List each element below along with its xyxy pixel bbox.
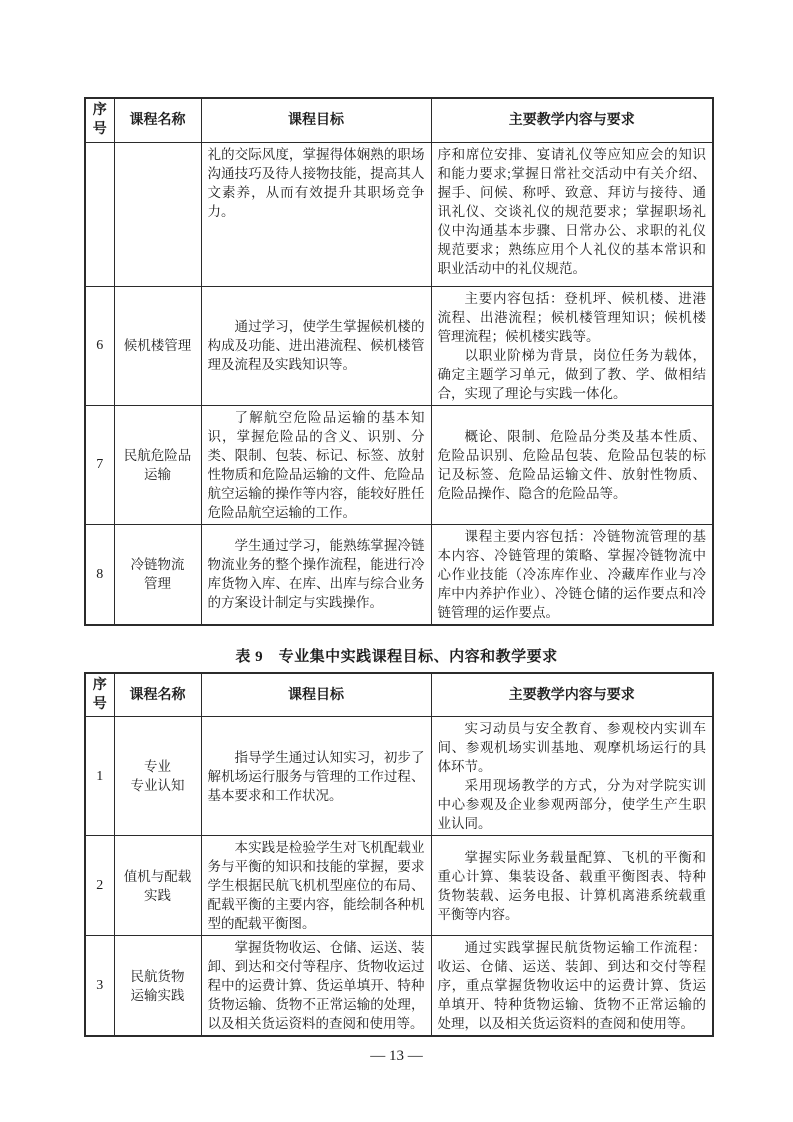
- row-number-cell: 6: [85, 286, 114, 405]
- row-number-cell: 3: [85, 936, 114, 1037]
- goal-paragraph: 通过学习，使学生掌握候机楼的构成及功能、进出港流程、候机楼管理及流程及实践知识等。: [207, 319, 425, 372]
- course-name-cell: [114, 142, 201, 286]
- course-name-line: 运输实践: [130, 987, 185, 1003]
- course-goal-cell: [201, 836, 431, 936]
- column-header-course-goal: 课程目标: [201, 673, 431, 717]
- goal-paragraph: 礼的交际风度，掌握得体娴熟的职场沟通技巧及待人接物技能，提高其人文素养，从而有效提升其职场竞争力。: [207, 146, 425, 219]
- table-header-row: [85, 673, 713, 717]
- row-number-cell: 7: [85, 405, 114, 524]
- course-goal-cell: [201, 717, 431, 836]
- table-row-continuation: [85, 142, 713, 286]
- content-paragraph: 序和席位安排、宴请礼仪等应知应会的知识和能力要求;掌握日常社交活动中有关介绍、握手、问候、称呼、致意、拜访与接待、通讯礼仪、交谈礼仪的规范要求；掌握职场礼仪中沟通基本步骤、日常办公、求职的礼仪规范要求；熟练应用个人礼仪的基本常识和职业活动中的礼仪规范。: [437, 146, 706, 276]
- teaching-content-cell: [431, 142, 713, 286]
- course-name-cell: [114, 936, 201, 1037]
- content-paragraph: 掌握实际业务载量配算、飞机的平衡和重心计算、集装设备、载重平衡图表、特种货物装载、运务电报、计算机离港系统载重平衡等内容。: [437, 849, 706, 922]
- course-name-line: 实践: [144, 887, 171, 903]
- content-paragraph: 通过实践掌握民航货物运输工作流程：收运、仓储、运送、装卸、到达和交付等程序，重点掌握货物收运中的运费计算、货运单填开、特种货物运输、货物不正常运输的处理，以及相关货运资料的查阅和使用等。: [437, 940, 706, 1031]
- course-name-line: 冷链物流: [130, 557, 185, 572]
- course-goal-cell: [201, 936, 431, 1037]
- table-header-row: [85, 98, 713, 142]
- teaching-content-cell: [431, 405, 713, 524]
- table9-title: 表 9 专业集中实践课程目标、内容和教学要求: [235, 649, 558, 665]
- course-name-cell: [114, 524, 201, 625]
- course-goal-cell: [201, 286, 431, 405]
- course-name-line: 民航危险品: [123, 447, 192, 463]
- column-header-course-name: 课程名称: [114, 98, 201, 142]
- column-header-number: 序号: [85, 673, 114, 717]
- content-paragraph: 概论、限制、危险品分类及基本性质、危险品识别、危险品包装、危险品包装的标记及标签、危险品运输文件、放射性物质、危险品操作、隐含的危险品等。: [437, 428, 706, 501]
- course-table-continued: [84, 97, 714, 626]
- course-name-cell: [114, 717, 201, 836]
- course-name-line: 运输: [144, 466, 171, 482]
- course-name-line: 候机楼管理: [123, 338, 192, 353]
- practice-course-table: [84, 672, 714, 1037]
- course-name-line: 管理: [144, 576, 171, 591]
- goal-paragraph: 掌握货物收运、仓储、运送、装卸、到达和交付等程序、货物收运过程中的运费计算、货运单填开、特种货物运输、货物不正常运输的处理，以及相关货运资料的查阅和使用等。: [207, 940, 425, 1031]
- content-paragraph: 采用现场教学的方式，分为对学院实训中心参观及企业参观两部分，使学生产生职业认同。: [437, 778, 706, 831]
- column-header-course-name: 课程名称: [114, 673, 201, 717]
- row-number-cell: 2: [85, 836, 114, 936]
- row-number-cell: 1: [85, 717, 114, 836]
- course-name-line: 民航货物: [130, 968, 185, 984]
- goal-paragraph: 指导学生通过认知实习，初步了解机场运行服务与管理的工作过程、基本要求和工作状况。: [207, 749, 425, 803]
- table-row-6: [85, 286, 713, 405]
- page-number: — 13 —: [370, 1048, 423, 1064]
- table-row-3: [85, 936, 713, 1037]
- column-header-course-goal: 课程目标: [201, 98, 431, 142]
- content-paragraph: 以职业阶梯为背景，岗位任务为载体，确定主题学习单元，做到了教、学、做相结合，实现了理论与实践一体化。: [437, 347, 706, 401]
- teaching-content-cell: [431, 936, 713, 1037]
- course-goal-cell: [201, 524, 431, 625]
- table-row-2: [85, 836, 713, 936]
- course-name-line: 专业: [144, 759, 171, 774]
- table-row-8: [85, 524, 713, 625]
- course-name-cell: [114, 405, 201, 524]
- column-header-teaching-content: 主要教学内容与要求: [431, 98, 713, 142]
- goal-paragraph: 了解航空危险品运输的基本知识，掌握危险品的含义、识别、分类、限制、包装、标记、标签、放射性物质和危险品运输的文件、危险品航空运输的操作等内容，能较好胜任危险品航空运输的工作。: [207, 409, 425, 520]
- course-goal-cell: [201, 142, 431, 286]
- teaching-content-cell: [431, 717, 713, 836]
- column-header-teaching-content: 主要教学内容与要求: [431, 673, 713, 717]
- course-goal-cell: [201, 405, 431, 524]
- course-name-cell: [114, 286, 201, 405]
- column-header-number: 序号: [85, 98, 114, 142]
- table-row-7: [85, 405, 713, 524]
- course-name-cell: [114, 836, 201, 936]
- teaching-content-cell: [431, 524, 713, 625]
- course-name-line: 值机与配载: [123, 868, 192, 884]
- goal-paragraph: 学生通过学习，能熟练掌握冷链物流业务的整个操作流程，能进行冷库货物入库、在库、出库与综合业务的方案设计制定与实践操作。: [207, 538, 425, 610]
- row-number-cell: [85, 142, 114, 286]
- content-paragraph: 实习动员与安全教育、参观校内实训车间、参观机场实训基地、观摩机场运行的具体环节。: [437, 721, 706, 774]
- content-paragraph: 课程主要内容包括：冷链物流管理的基本内容、冷链管理的策略、掌握冷链物流中心作业技能（冷冻库作业、冷藏库作业与冷库中内养护作业）、冷链仓储的运作要点和冷链管理的运作要点。: [437, 528, 706, 620]
- content-paragraph: 主要内容包括：登机坪、候机楼、进港流程、出港流程；候机楼管理知识；候机楼管理流程；候机楼实践等。: [437, 290, 706, 344]
- teaching-content-cell: [431, 836, 713, 936]
- goal-paragraph: 本实践是检验学生对飞机配载业务与平衡的知识和技能的掌握，要求学生根据民航飞机机型座位的布局、配载平衡的主要内容，能绘制各种机型的配载平衡图。: [207, 840, 425, 931]
- table-row-1: [85, 717, 713, 836]
- teaching-content-cell: [431, 286, 713, 405]
- course-name-line: 专业认知: [130, 778, 185, 793]
- row-number-cell: 8: [85, 524, 114, 625]
